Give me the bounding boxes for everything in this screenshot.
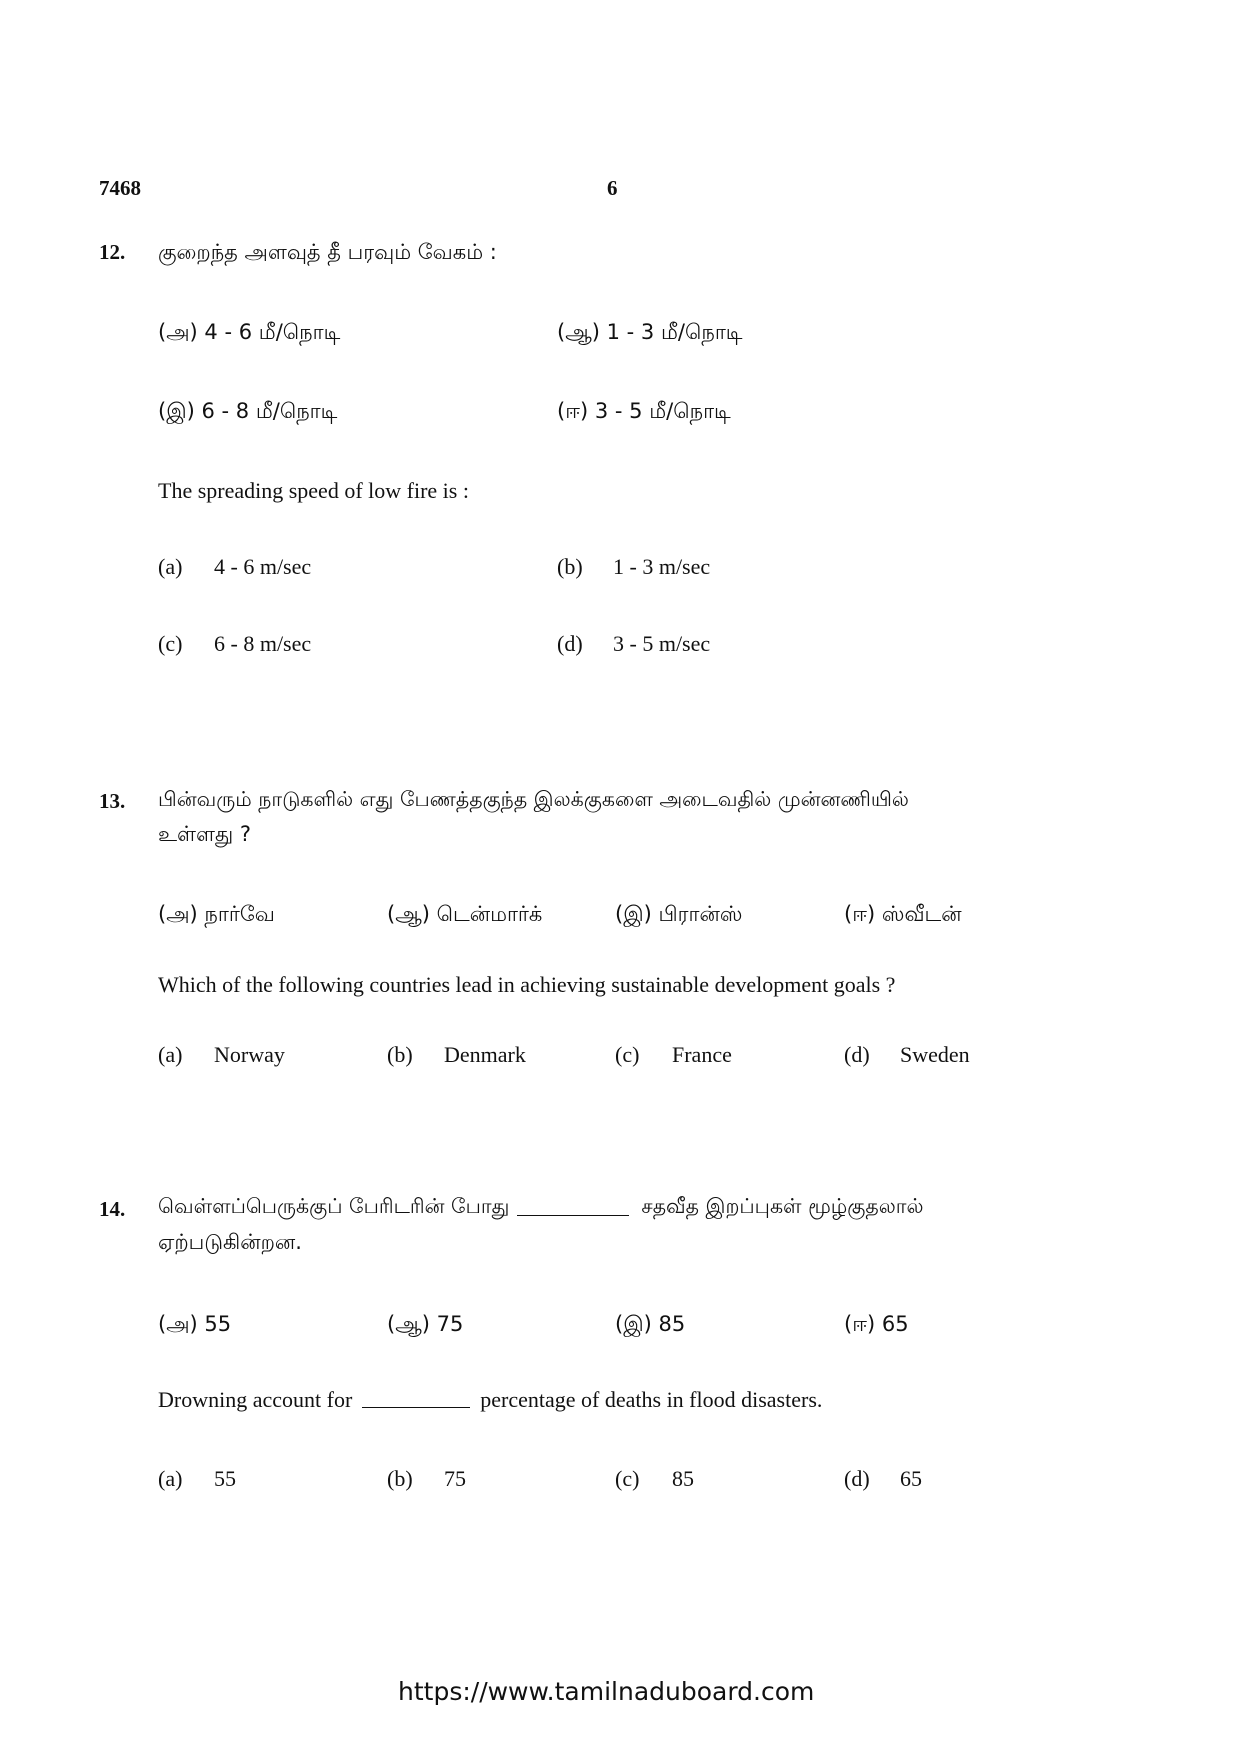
question-text-english (158, 1387, 822, 1413)
tamil-option-b (557, 320, 743, 347)
english-option-c (615, 1042, 732, 1068)
english-option-a (158, 1466, 236, 1492)
tamil-option-b (387, 902, 542, 929)
option-label: (ஈ) (557, 399, 589, 423)
option-label: (a) (158, 1042, 183, 1067)
tamil-option-c (158, 399, 337, 426)
english-option-a (158, 554, 311, 580)
paper-code: 7468 (99, 176, 141, 200)
option-label: (b) (557, 554, 583, 579)
tamil-option-d (844, 902, 962, 929)
option-text: 55 (214, 1466, 236, 1491)
option-label: (b) (387, 1466, 413, 1491)
option-label: (c) (158, 631, 183, 656)
tamil-option-a (158, 320, 340, 347)
option-label: (c) (615, 1466, 640, 1491)
answer-blank (517, 1215, 629, 1216)
option-text: பிரான்ஸ் (658, 902, 743, 926)
option-label: (ஆ) (557, 320, 600, 344)
option-text: France (672, 1042, 732, 1067)
option-label: (d) (844, 1466, 870, 1491)
option-text: டென்மார்க் (436, 902, 543, 926)
question-text-tamil-line-2: உள்ளது ? (158, 822, 251, 846)
page-number: 6 (607, 176, 618, 200)
english-option-b (557, 554, 710, 580)
option-text: 3 - 5 மீ/நொடி (594, 399, 731, 423)
tamil-option-d (844, 1312, 909, 1339)
option-label: (இ) (158, 399, 195, 423)
tamil-option-a (158, 902, 275, 929)
footer-url: https://www.tamilnaduboard.com (398, 1677, 815, 1706)
option-text: ஸ்வீடன் (881, 902, 962, 926)
question-text-tamil-line-1 (158, 1194, 923, 1221)
tamil-option-c (615, 902, 742, 929)
question-number: 12. (99, 240, 126, 264)
question-text-tamil-line-2: ஏற்படுகின்றன. (158, 1230, 302, 1254)
english-option-d (844, 1466, 922, 1492)
question-text-part: சதவீத இறப்புகள் மூழ்குதலால் (641, 1194, 924, 1218)
question-text-part: வெள்ளப்பெருக்குப் பேரிடரின் போது (158, 1194, 510, 1218)
option-label: (c) (615, 1042, 640, 1067)
option-label: (அ) (158, 1312, 198, 1336)
question-text-english: Which of the following countries lead in achieving sustainable development goals ? (158, 972, 896, 997)
option-text: Norway (214, 1042, 285, 1067)
option-text: Denmark (444, 1042, 526, 1067)
option-label: (a) (158, 1466, 183, 1491)
option-text: Sweden (900, 1042, 970, 1067)
english-option-d (557, 631, 710, 657)
option-label: (இ) (615, 902, 652, 926)
option-text: 85 (672, 1466, 694, 1491)
question-number: 14. (99, 1197, 126, 1221)
option-label: (b) (387, 1042, 413, 1067)
english-option-c (615, 1466, 694, 1492)
option-label: (ஈ) (844, 902, 876, 926)
english-option-a (158, 1042, 285, 1068)
option-label: (இ) (615, 1312, 652, 1336)
option-label: (d) (844, 1042, 870, 1067)
option-label: (ஆ) (387, 902, 430, 926)
option-text: 4 - 6 m/sec (214, 554, 312, 579)
option-text: 4 - 6 மீ/நொடி (204, 320, 341, 344)
english-option-b (387, 1042, 526, 1068)
option-label: (a) (158, 554, 183, 579)
option-text: 1 - 3 m/sec (613, 554, 711, 579)
answer-blank (362, 1407, 470, 1408)
question-text-part: Drowning account for (158, 1387, 353, 1412)
tamil-option-d (557, 399, 731, 426)
question-text-english: The spreading speed of low fire is : (158, 478, 469, 503)
option-label: (அ) (158, 902, 198, 926)
option-text: 6 - 8 m/sec (214, 631, 312, 656)
option-label: (அ) (158, 320, 198, 344)
option-text: 1 - 3 மீ/நொடி (606, 320, 743, 344)
question-text-tamil: குறைந்த அளவுத் தீ பரவும் வேகம் : (158, 240, 497, 264)
english-option-b (387, 1466, 466, 1492)
tamil-option-a (158, 1312, 231, 1339)
english-option-d (844, 1042, 970, 1068)
option-label: (d) (557, 631, 583, 656)
option-text: 85 (658, 1312, 686, 1336)
option-label: (ஈ) (844, 1312, 876, 1336)
tamil-option-b (387, 1312, 463, 1339)
option-text: 3 - 5 m/sec (613, 631, 711, 656)
english-option-c (158, 631, 311, 657)
question-text-part: percentage of deaths in flood disasters. (480, 1387, 823, 1412)
option-text: 55 (204, 1312, 232, 1336)
option-text: 75 (436, 1312, 464, 1336)
question-text-tamil-line-1: பின்வரும் நாடுகளில் எது பேணத்தகுந்த இலக்குகளை அடைவதில் முன்னணியில் (158, 787, 909, 811)
option-text: 75 (444, 1466, 466, 1491)
option-text: 65 (881, 1312, 909, 1336)
option-text: 65 (900, 1466, 922, 1491)
option-text: 6 - 8 மீ/நொடி (201, 399, 338, 423)
question-number: 13. (99, 789, 126, 813)
option-text: நார்வே (204, 902, 275, 926)
tamil-option-c (615, 1312, 685, 1339)
option-label: (ஆ) (387, 1312, 430, 1336)
